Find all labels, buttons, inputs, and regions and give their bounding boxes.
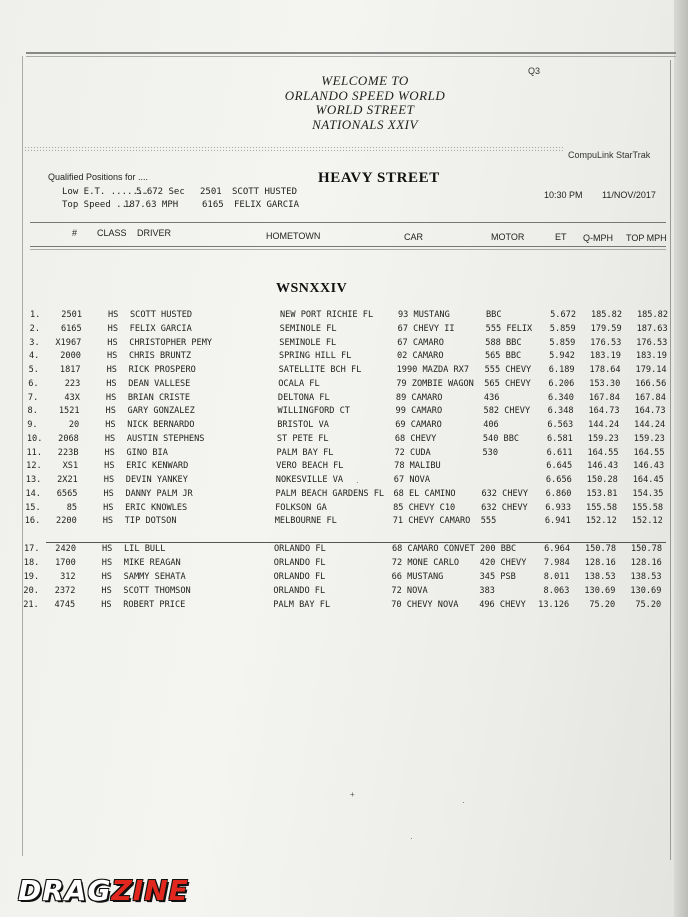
cell-hometown: VERO BEACH FL [276, 461, 344, 472]
cell-position: 20. [23, 585, 39, 596]
cell-driver: FELIX GARCIA [129, 323, 192, 334]
cell-car-number: 1700 [55, 557, 76, 568]
table-row [0, 475, 684, 488]
cell-car: 78 MALIBU [394, 461, 441, 472]
low-et-driver: SCOTT HUSTED [232, 187, 298, 197]
cell-q-mph: 130.69 [584, 585, 616, 596]
cell-car-number: 2420 [55, 544, 76, 554]
cell-hometown: ORLANDO FL [273, 585, 326, 596]
cell-hometown: SEMINOLE FL [279, 337, 337, 348]
top-speed-row [62, 200, 300, 210]
cell-driver: GARY GONZALEZ [127, 406, 195, 417]
top-speed-label: Top Speed ... [62, 200, 133, 210]
top-border-inner [26, 56, 676, 57]
col-header-driver: DRIVER [137, 228, 172, 238]
cell-q-mph: 176.53 [590, 337, 622, 348]
table-row [0, 379, 686, 392]
cell-position: 16. [24, 516, 41, 527]
table-row [0, 572, 682, 585]
col-header-et: ET [555, 232, 567, 242]
cell-driver: MIKE REAGAN [123, 557, 181, 568]
event-class-title: HEAVY STREET [318, 170, 440, 186]
col-header-num: # [72, 228, 78, 238]
cell-car-number: 1521 [58, 406, 80, 417]
cell-position: 1. [30, 310, 41, 320]
top-speed-value: 187.63 MPH [124, 200, 179, 210]
cell-q-mph: 159.23 [587, 433, 619, 444]
cell-top-mph: 183.19 [635, 351, 667, 362]
cell-class: HS [103, 502, 114, 513]
col-header-qmph: Q-MPH [583, 233, 613, 243]
cell-driver: ERIC KENWARD [126, 461, 189, 472]
cell-top-mph: 185.82 [636, 310, 668, 320]
cell-q-mph: 150.78 [584, 544, 616, 554]
cell-motor: 565 CHEVY [484, 378, 531, 389]
cell-q-mph: 75.20 [589, 599, 616, 610]
cell-motor: 565 BBC [484, 351, 522, 362]
cell-car-number: 2068 [58, 433, 79, 444]
cell-top-mph: 164.45 [632, 475, 664, 485]
col-header-hometown: HOMETOWN [266, 231, 321, 241]
cell-top-mph: 128.16 [630, 557, 662, 568]
cell-motor: 383 [479, 585, 495, 596]
header-rule-top [30, 222, 666, 223]
cell-car: 69 CAMARO [395, 420, 442, 430]
cell-position: 4. [28, 351, 40, 362]
cell-top-mph: 154.35 [632, 488, 664, 499]
cell-top-mph: 152.12 [631, 516, 663, 527]
cell-class: HS [103, 475, 115, 485]
cell-et: 6.933 [545, 502, 572, 513]
cell-class: HS [105, 392, 117, 403]
cell-et: 5.859 [549, 337, 576, 348]
cell-motor: 496 CHEVY [479, 599, 526, 610]
cell-car: 67 CAMARO [397, 337, 444, 348]
print-time: 10:30 PM [544, 190, 583, 200]
top-speed-car-no: 6165 [202, 200, 224, 210]
cell-class: HS [101, 585, 112, 596]
cell-driver: LIL BULL [124, 544, 166, 554]
cell-driver: ROBERT PRICE [123, 599, 186, 610]
cell-q-mph: 179.59 [590, 323, 622, 334]
cell-hometown: DELTONA FL [277, 392, 330, 403]
cell-car-number: 223 [64, 378, 81, 389]
cell-q-mph: 153.81 [586, 488, 618, 499]
cell-car-number: 6565 [56, 488, 78, 499]
cell-driver: TIP DOTSON [124, 516, 177, 527]
cell-q-mph: 138.53 [584, 571, 616, 582]
cell-class: HS [101, 557, 113, 568]
cell-et: 5.859 [549, 323, 576, 334]
cell-position: 14. [25, 488, 41, 499]
cell-car-number: 20 [68, 420, 80, 430]
table-row [0, 586, 681, 599]
paper-speck: · [356, 478, 359, 487]
dragzine-logo: DRAGZINE [18, 874, 189, 907]
welcome-line: WELCOME TO [321, 73, 409, 88]
cell-car: 68 EL CAMINO [393, 488, 456, 499]
cell-car: 68 CAMARO CONVET [392, 544, 475, 554]
cell-position: 11. [26, 447, 43, 458]
cell-hometown: PALM BAY FL [273, 599, 331, 610]
cell-top-mph: 167.84 [634, 392, 666, 403]
cell-q-mph: 164.73 [588, 406, 620, 417]
cell-position: 18. [23, 557, 40, 568]
cell-driver: ERIC KNOWLES [125, 502, 188, 513]
col-header-motor: MOTOR [491, 232, 525, 242]
cell-top-mph: 164.73 [634, 406, 666, 417]
cell-car: 72 CUDA [394, 447, 431, 458]
table-row [0, 448, 685, 461]
cell-hometown: NEW PORT RICHIE FL [280, 310, 374, 320]
qualified-label: Qualified Positions for .... [48, 172, 149, 182]
cell-position: 8. [27, 406, 38, 417]
section-title: WSNXXIV [276, 281, 348, 296]
cell-et: 5.942 [549, 351, 575, 362]
cell-motor: 345 PSB [479, 571, 516, 582]
table-row [0, 600, 681, 613]
cell-car-number: 312 [60, 571, 76, 582]
cell-et: 6.645 [546, 461, 573, 472]
table-row [0, 310, 688, 323]
cell-motor: 632 CHEVY [481, 502, 528, 513]
cell-position: 13. [25, 475, 42, 485]
cell-motor: 555 CHEVY [484, 365, 532, 375]
cell-hometown: ORLANDO FL [273, 557, 326, 568]
cell-top-mph: 144.24 [634, 420, 666, 430]
cell-q-mph: 146.43 [587, 461, 619, 472]
cell-q-mph: 128.16 [584, 557, 616, 568]
cell-top-mph: 159.23 [633, 433, 665, 444]
cell-et: 7.984 [543, 557, 570, 568]
cell-et: 6.611 [546, 447, 573, 458]
cell-driver: SAMMY SEHATA [123, 571, 186, 582]
cell-class: HS [104, 433, 116, 444]
welcome-line: WORLD STREET [315, 102, 415, 117]
cell-driver: DANNY PALM JR [125, 488, 193, 499]
cell-class: HS [107, 323, 119, 334]
cell-position: 3. [29, 337, 40, 348]
cell-q-mph: 144.24 [588, 420, 620, 430]
welcome-line: NATIONALS XXIV [312, 116, 418, 132]
cell-q-mph: 178.64 [589, 365, 621, 375]
cell-q-mph: 150.28 [586, 475, 618, 485]
cell-q-mph: 183.19 [589, 351, 621, 362]
cell-position: 10. [26, 433, 43, 444]
table-row [0, 324, 688, 337]
cell-car: 89 CAMARO [395, 392, 443, 403]
cell-car: 67 CHEVY II [397, 323, 455, 334]
col-header-class: CLASS [97, 228, 127, 238]
welcome-line: ORLANDO SPEED WORLD [284, 87, 446, 103]
cell-class: HS [101, 599, 112, 610]
cell-et: 6.964 [544, 544, 570, 554]
cell-car-number: 85 [66, 502, 78, 513]
cell-car-number: 223B [57, 447, 79, 458]
cell-car: 02 CAMARO [396, 351, 444, 362]
cell-class: HS [105, 420, 116, 430]
header-rule-bottom-inner [30, 249, 666, 250]
cell-driver: RICK PROSPERO [128, 365, 196, 375]
cell-hometown: BRISTOL VA [277, 420, 329, 430]
cell-class: HS [108, 310, 119, 320]
cell-position: 21. [23, 599, 39, 610]
cell-car: 72 MONE CARLO [391, 557, 460, 568]
cell-et: 6.656 [545, 475, 572, 485]
table-row [0, 365, 687, 378]
cell-car: 72 NOVA [391, 585, 428, 596]
cell-top-mph: 176.53 [636, 337, 668, 348]
cell-et: 6.941 [544, 516, 571, 527]
cell-q-mph: 155.58 [586, 502, 618, 513]
paper-speck: + [350, 790, 355, 799]
cell-top-mph: 150.78 [630, 544, 662, 554]
cell-class: HS [106, 378, 117, 389]
cell-hometown: ORLANDO FL [273, 571, 326, 582]
cell-position: 9. [27, 420, 38, 430]
cell-et: 6.581 [546, 433, 573, 444]
cell-car: 66 MUSTANG [391, 571, 444, 582]
cell-driver: GINO BIA [126, 447, 168, 458]
cell-position: 7. [27, 392, 39, 403]
col-header-top-mph: TOP MPH [626, 233, 667, 243]
cell-car: 67 NOVA [393, 475, 431, 485]
cell-et: 6.206 [548, 378, 575, 389]
cell-car-number: 6165 [60, 323, 82, 334]
cell-driver: DEVIN YANKEY [125, 475, 188, 485]
cell-car: 99 CAMARO [395, 406, 443, 417]
top-speed-driver: FELIX GARCIA [234, 200, 300, 210]
cell-motor: 200 BBC [480, 544, 517, 554]
cell-class: HS [106, 365, 117, 375]
cell-hometown: WILLINGFORD CT [277, 406, 350, 417]
cell-driver: SCOTT HUSTED [130, 310, 193, 320]
cell-car: 68 CHEVY [394, 433, 437, 444]
cell-driver: CHRISTOPHER PEMY [129, 337, 213, 348]
col-header-car: CAR [404, 232, 424, 242]
table-row [0, 434, 685, 447]
cell-car: 1990 MAZDA RX7 [396, 365, 470, 375]
table-row [0, 338, 687, 351]
cell-hometown: SEMINOLE FL [279, 323, 337, 334]
cell-car-number: 4745 [54, 599, 76, 610]
paper-speck: · [462, 798, 465, 807]
cell-motor: 436 [483, 392, 500, 403]
cell-class: HS [102, 544, 113, 554]
cell-motor: 540 BBC [482, 433, 520, 444]
cell-top-mph: 146.43 [633, 461, 665, 472]
cell-motor: 555 [480, 516, 497, 527]
cell-et: 8.011 [543, 571, 570, 582]
cell-q-mph: 167.84 [588, 392, 620, 403]
dotted-band [24, 146, 564, 152]
cell-q-mph: 185.82 [590, 310, 622, 320]
cell-et: 6.189 [548, 365, 575, 375]
cell-motor: 530 [482, 447, 499, 458]
cell-class: HS [104, 447, 115, 458]
cell-class: HS [101, 571, 112, 582]
cell-position: 12. [26, 461, 42, 472]
low-et-car-no: 2501 [200, 187, 222, 197]
cell-car-number: 2501 [61, 310, 82, 320]
cell-et: 13.126 [538, 599, 570, 610]
cell-driver: SCOTT THOMSON [123, 585, 191, 596]
cell-driver: DEAN VALLESE [128, 378, 191, 389]
cell-driver: BRIAN CRISTE [127, 392, 190, 403]
table-row [0, 406, 686, 419]
cell-top-mph: 166.56 [635, 378, 667, 389]
qualifier-cut-line [46, 542, 666, 543]
cell-top-mph: 155.58 [632, 502, 664, 513]
cell-motor: 555 FELIX [485, 323, 533, 334]
cell-motor: 582 CHEVY [483, 406, 531, 417]
cell-car: 93 MUSTANG [398, 310, 450, 320]
cell-motor: 588 BBC [485, 337, 522, 348]
cell-position: 17. [24, 544, 40, 554]
cell-car-number: 1817 [59, 365, 81, 375]
low-et-value: 5.672 Sec [136, 187, 185, 197]
cell-et: 6.860 [545, 488, 572, 499]
cell-q-mph: 152.12 [585, 516, 617, 527]
cell-car: 79 ZOMBIE WAGON [396, 378, 474, 389]
cell-hometown: OCALA FL [278, 378, 320, 389]
cell-class: HS [102, 516, 114, 527]
system-label: CompuLink StarTrak [568, 150, 651, 160]
low-et-label: Low E.T. ....... [62, 187, 149, 197]
cell-hometown: ORLANDO FL [274, 544, 326, 554]
cell-hometown: PALM BEACH GARDENS FL [275, 488, 385, 499]
table-row [0, 351, 687, 364]
cell-et: 8.063 [543, 585, 570, 596]
print-date: 11/NOV/2017 [602, 190, 656, 200]
cell-hometown: SATELLITE BCH FL [278, 365, 362, 375]
cell-class: HS [106, 351, 118, 362]
table-row [0, 393, 686, 406]
cell-position: 19. [23, 571, 40, 582]
cell-class: HS [103, 488, 114, 499]
cell-car-number: 2372 [54, 585, 76, 596]
welcome-banner [250, 74, 480, 132]
cell-position: 15. [25, 502, 41, 513]
table-row [0, 489, 683, 502]
cell-position: 5. [28, 365, 39, 375]
cell-class: HS [104, 461, 115, 472]
cell-et: 6.340 [548, 392, 574, 403]
cell-car-number: 2200 [56, 516, 77, 527]
cell-motor: 632 CHEVY [481, 488, 529, 499]
cell-et: 5.672 [550, 310, 576, 320]
cell-top-mph: 75.20 [635, 599, 662, 610]
top-border [26, 52, 676, 54]
table-row [0, 503, 683, 516]
cell-motor: 406 [483, 420, 499, 430]
cell-car: 71 CHEVY CAMARO [392, 516, 471, 527]
cell-top-mph: 164.55 [633, 447, 665, 458]
cell-class: HS [105, 406, 116, 417]
low-et-row [62, 187, 298, 197]
cell-top-mph: 187.63 [636, 323, 668, 334]
table-row [0, 420, 685, 433]
cell-car-number: 2000 [60, 351, 81, 362]
cell-class: HS [107, 337, 118, 348]
table-row [0, 516, 683, 529]
cell-driver: AUSTIN STEPHENS [126, 433, 205, 444]
cell-q-mph: 153.30 [589, 378, 621, 389]
cell-car: 85 CHEVY C10 [393, 502, 456, 513]
table-row [0, 544, 682, 557]
cell-top-mph: 179.14 [635, 365, 667, 375]
cell-hometown: SPRING HILL FL [278, 351, 352, 362]
cell-driver: NICK BERNARDO [127, 420, 195, 430]
cell-position: 2. [29, 323, 41, 334]
cell-q-mph: 164.55 [587, 447, 619, 458]
cell-et: 6.348 [547, 406, 574, 417]
cell-car: 70 CHEVY NOVA [391, 599, 459, 610]
cell-car-number: X1967 [55, 337, 82, 348]
cell-hometown: MELBOURNE FL [274, 516, 337, 527]
cell-motor: 420 CHEVY [479, 557, 527, 568]
cell-hometown: FOLKSON GA [275, 502, 327, 513]
cell-hometown: ST PETE FL [276, 433, 329, 444]
paper-speck: · [410, 834, 413, 843]
cell-hometown: PALM BAY FL [276, 447, 334, 458]
cell-et: 6.563 [547, 420, 574, 430]
cell-motor: BBC [486, 310, 502, 320]
cell-top-mph: 138.53 [630, 571, 662, 582]
cell-car-number: XS1 [62, 461, 79, 472]
cell-car-number: 2X21 [57, 475, 78, 485]
cell-driver: CHRIS BRUNTZ [128, 351, 192, 362]
cell-hometown: NOKESVILLE VA [275, 475, 344, 485]
cell-car-number: 43X [64, 392, 80, 403]
table-row [0, 558, 682, 571]
cell-position: 6. [28, 378, 39, 389]
table-row [0, 461, 684, 474]
cell-top-mph: 130.69 [630, 585, 662, 596]
header-rule-bottom [30, 246, 666, 247]
page-code: Q3 [528, 66, 541, 76]
